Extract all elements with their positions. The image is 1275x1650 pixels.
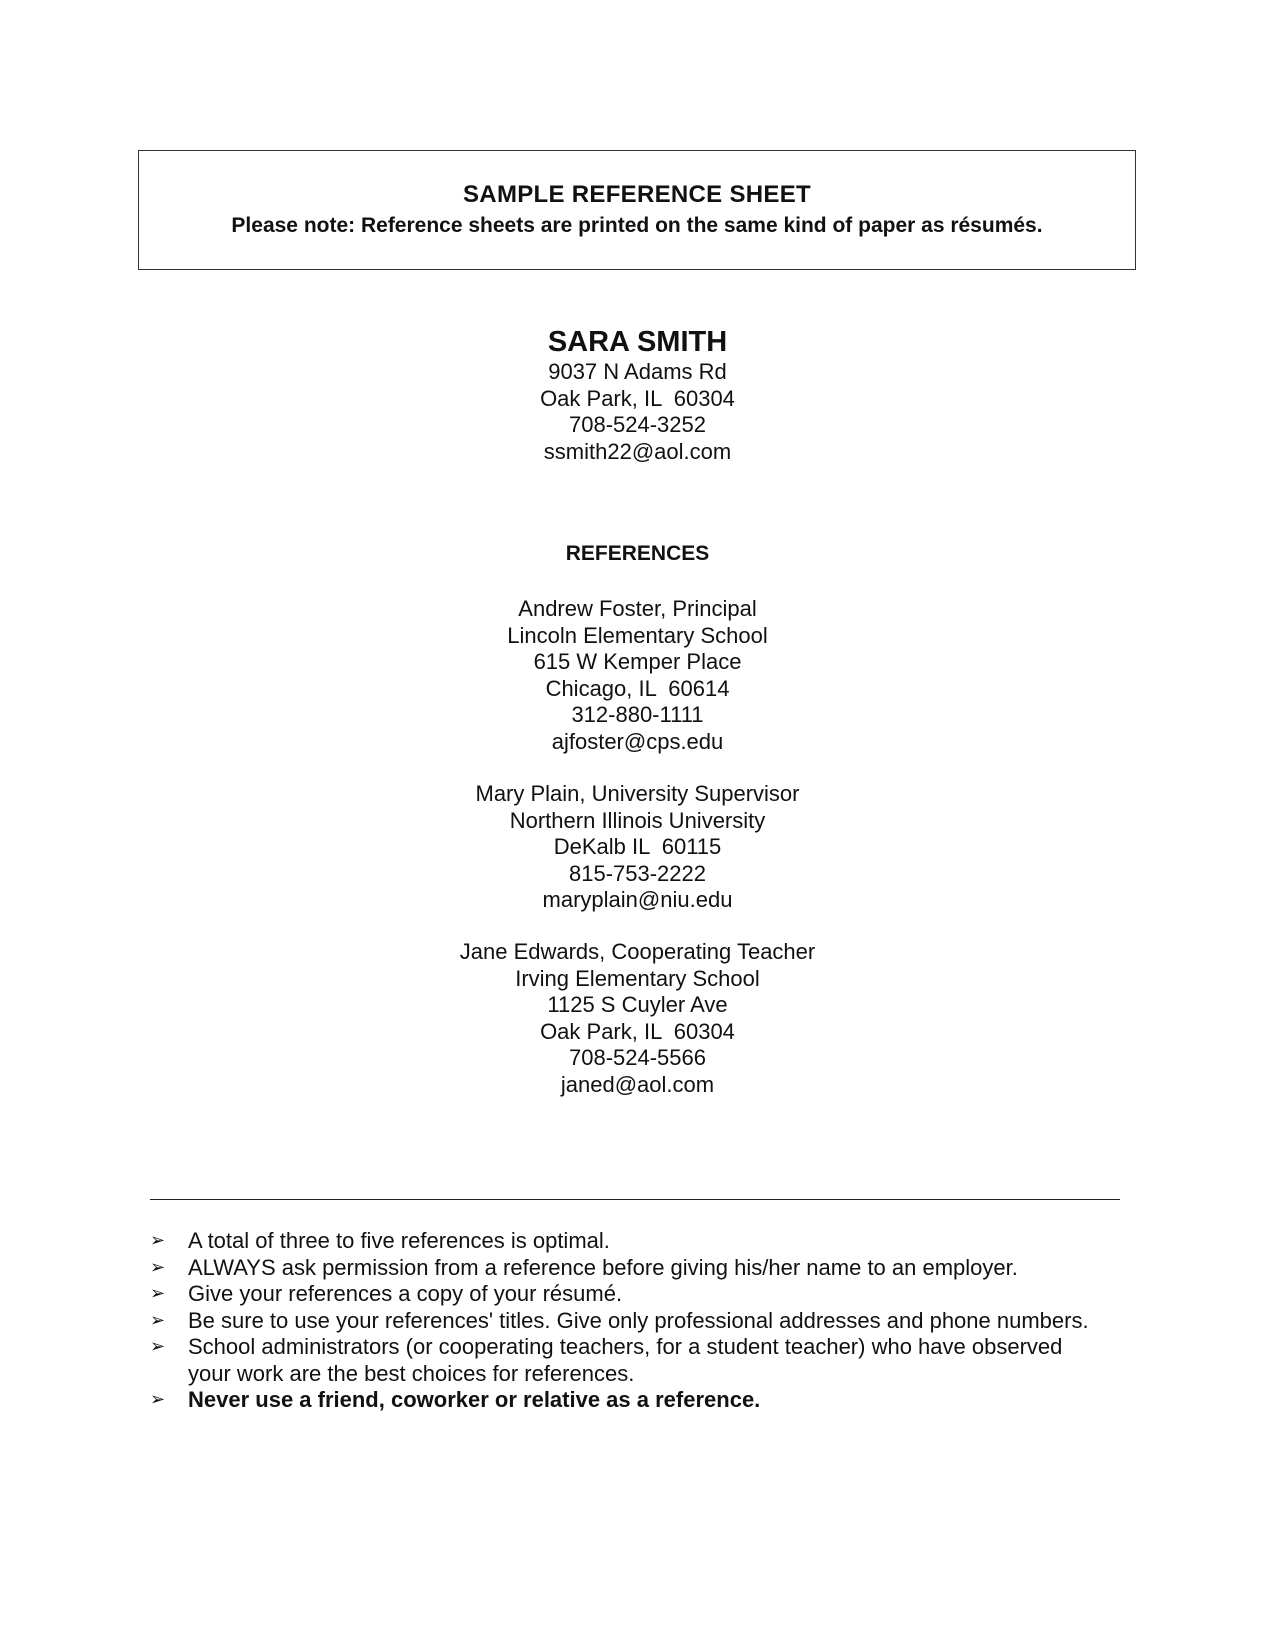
reference-street: 1125 S Cuyler Ave [547, 992, 728, 1017]
tip-text: Never use a friend, coworker or relative as a reference. [188, 1387, 761, 1412]
arrowhead-bullet-icon: ➢ [150, 1336, 166, 1357]
tip-text: School administrators (or cooperating teachers, for a student teacher) who have observed your work are the best choices for references. [188, 1334, 1063, 1386]
applicant-address-line1: 9037 N Adams Rd [548, 359, 727, 384]
arrowhead-bullet-icon: ➢ [150, 1283, 166, 1304]
reference-email: janed@aol.com [560, 1071, 715, 1097]
notice-note: Please note: Reference sheets are printed on the same kind of paper as résumés. [231, 214, 1043, 237]
reference-name-title: Mary Plain, University Supervisor [475, 781, 800, 806]
tip-item-emphasis [150, 1387, 1100, 1414]
applicant-email: ssmith22@aol.com [543, 438, 732, 464]
tip-item [150, 1334, 1100, 1387]
section-divider [150, 1199, 1120, 1200]
tip-item [150, 1255, 1100, 1282]
notice-box [138, 150, 1136, 270]
reference-email: ajfoster@cps.edu [551, 728, 724, 754]
reference-phone: 708-524-5566 [568, 1045, 706, 1070]
references-heading: REFERENCES [565, 542, 710, 565]
notice-title: SAMPLE REFERENCE SHEET [463, 181, 811, 208]
arrowhead-bullet-icon: ➢ [150, 1389, 166, 1410]
reference-entry [0, 939, 1275, 1098]
tip-text: A total of three to five references is optimal. [188, 1228, 610, 1253]
applicant-phone: 708-524-3252 [568, 412, 706, 437]
tips-list [150, 1228, 1100, 1414]
arrowhead-bullet-icon: ➢ [150, 1230, 166, 1251]
arrowhead-bullet-icon: ➢ [150, 1309, 166, 1331]
reference-street: 615 W Kemper Place [533, 649, 742, 674]
tip-text: Give your references a copy of your résumé. [188, 1281, 623, 1306]
reference-organization: Northern Illinois University [509, 807, 766, 833]
applicant-contact [0, 359, 1275, 465]
reference-organization: Lincoln Elementary School [507, 622, 768, 648]
reference-phone: 815-753-2222 [568, 860, 706, 886]
reference-email: maryplain@niu.edu [542, 887, 733, 912]
applicant-name: SARA SMITH [547, 326, 728, 358]
arrowhead-bullet-icon: ➢ [150, 1256, 166, 1278]
reference-city: Chicago, IL 60614 [545, 675, 730, 701]
tip-text: ALWAYS ask permission from a reference before giving his/her name to an employer. [188, 1254, 1018, 1280]
reference-organization: Irving Elementary School [515, 965, 760, 991]
applicant-address-line2: Oak Park, IL 60304 [540, 385, 735, 411]
tip-item [150, 1308, 1100, 1335]
reference-city: Oak Park, IL 60304 [540, 1018, 735, 1044]
reference-phone: 312-880-1111 [571, 702, 704, 727]
reference-entry [0, 596, 1275, 755]
reference-name-title: Jane Edwards, Cooperating Teacher [459, 939, 816, 964]
reference-city: DeKalb IL 60115 [553, 834, 722, 859]
tip-text: Be sure to use your references' titles. Give only professional addresses and phone numbers. [188, 1307, 1089, 1333]
tip-item [150, 1228, 1100, 1255]
reference-entry [0, 781, 1275, 914]
reference-name-title: Andrew Foster, Principal [518, 596, 757, 621]
tip-item [150, 1281, 1100, 1308]
